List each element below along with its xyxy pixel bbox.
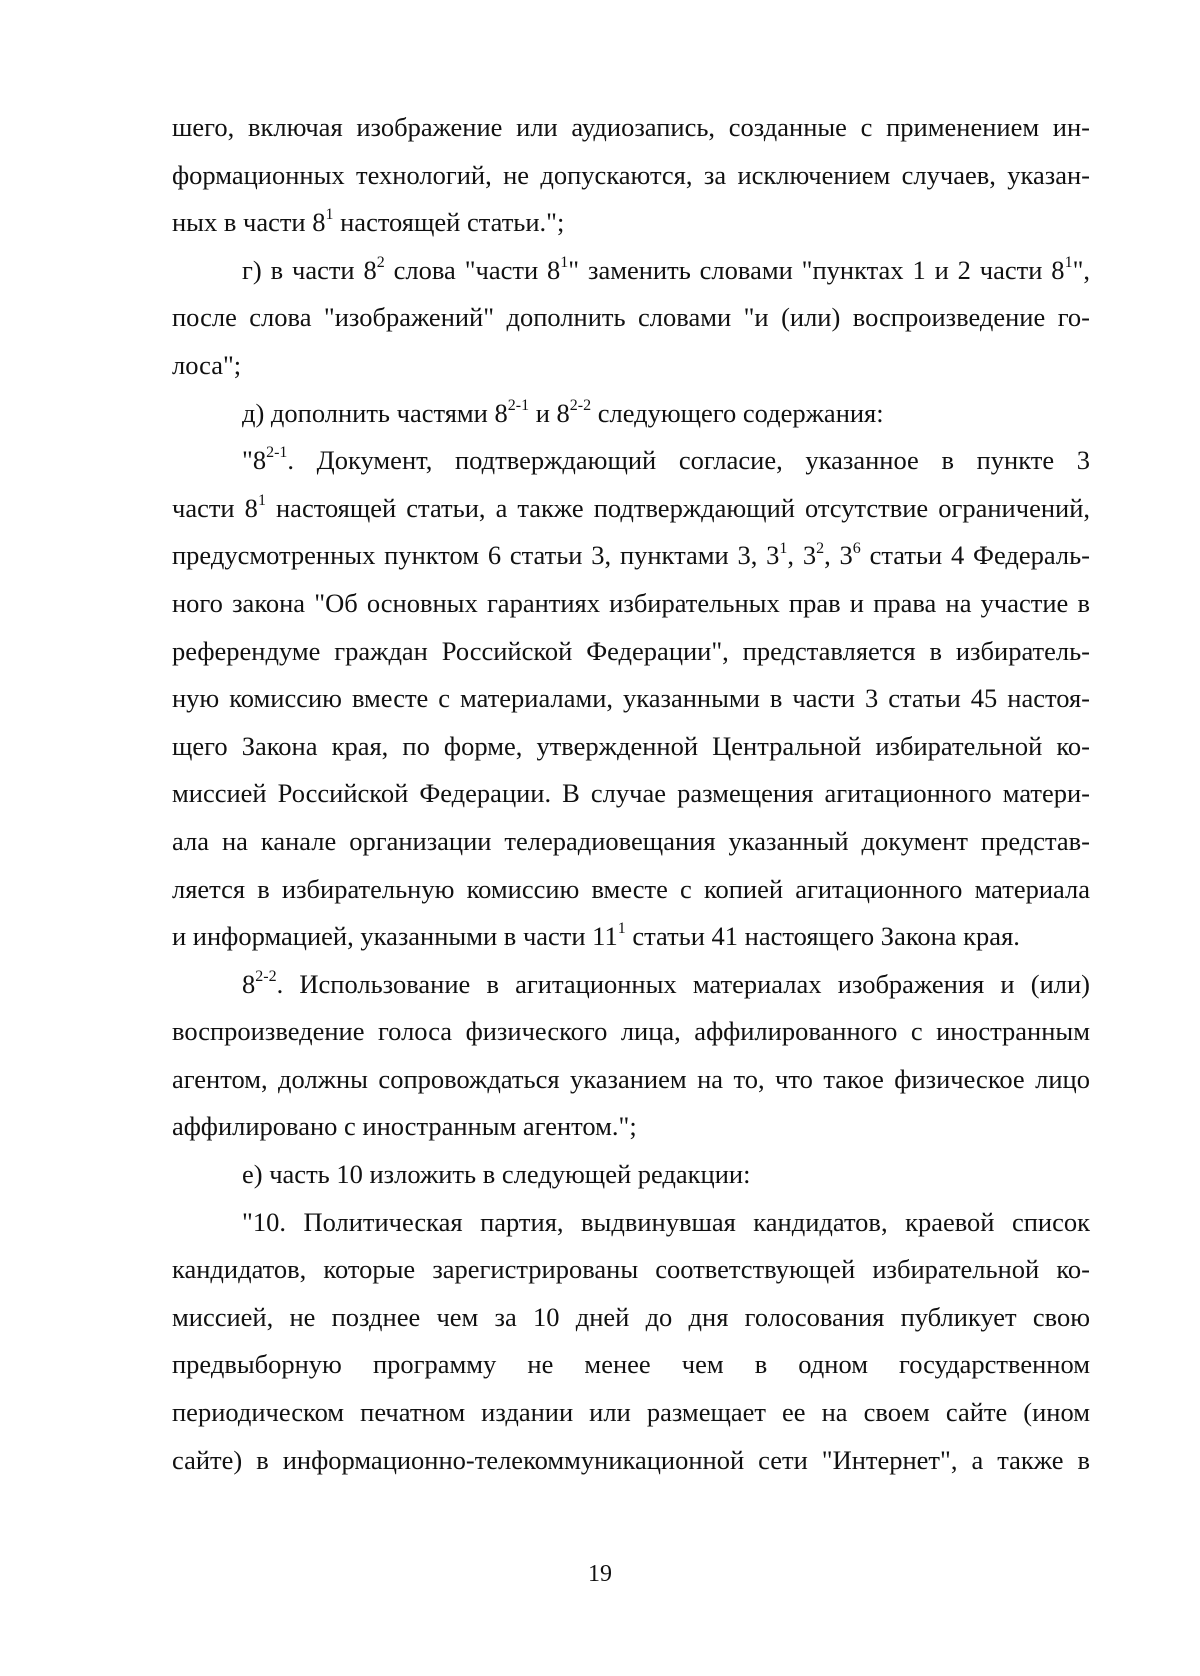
text-line: и информацией, указанными в части $11^1$ статьи 41 настоящего Закона края. — [172, 920, 1020, 952]
superscript: 1 — [779, 539, 788, 557]
page-number: 19 — [588, 1561, 612, 1587]
text-line: ляется в избирательную комиссию вместе с копией агитационного материала — [172, 873, 1090, 904]
text-line: аффилировано с иностранным агентом."; — [172, 1111, 637, 1142]
text-line: кандидатов, которые зарегистрированы соответствующей избирательной ко- — [172, 1254, 1090, 1285]
text-line: д) дополнить частями 8$^{2-1}$ и 8$^{2-2}$ следующего содержания: — [242, 396, 884, 428]
text-line: г) в части $8^2$ слова "части $8^1$" заменить словами "пунктах 1 и 2 части $8^1$", — [242, 253, 1091, 285]
text-line: ную комиссию вместе с материалами, указанными в части 3 статьи 45 настоя- — [172, 683, 1090, 714]
superscript: 1 — [560, 253, 569, 271]
text-line: миссией, не позднее чем за 10 дней до дня голосования публикует свою — [172, 1301, 1090, 1332]
superscript: 2-1 — [266, 444, 288, 462]
superscript: 2-1 — [507, 396, 530, 414]
text-line: лоса"; — [172, 349, 242, 380]
text-line: агентом, должны сопровождаться указанием на то, что такое физическое лицо — [172, 1063, 1090, 1094]
superscript: 2-2 — [255, 967, 277, 985]
document-body — [172, 104, 1090, 1484]
text-line: 8$^{2-2}$. Использование в агитационных материалах изображения и (или) — [242, 967, 1090, 999]
superscript: 2-2 — [569, 396, 592, 414]
text-line: щего Закона края, по форме, утвержденной Центральной избирательной ко- — [172, 730, 1090, 761]
superscript: 1 — [257, 491, 266, 509]
text-line: периодическом печатном издании или размещает ее на своем сайте (ином — [172, 1397, 1090, 1428]
text-line: референдуме граждан Российской Федерации", представляется в избиратель- — [172, 635, 1090, 666]
text-line: предвыборную программу не менее чем в одном государственном — [172, 1349, 1090, 1380]
text-line: части $8^1$ настоящей статьи, а также подтверждающий отсутствие ограничений, — [172, 491, 1090, 523]
text-line: сайте) в информационно-телекоммуникационной сети "Интернет", а также в — [172, 1444, 1090, 1475]
text-line: е) часть 10 изложить в следующей редакции: — [242, 1159, 751, 1190]
text-line: ала на канале организации телерадиовещания указанный документ представ- — [172, 825, 1090, 856]
superscript: 1 — [325, 206, 334, 224]
superscript: 2 — [816, 539, 825, 557]
text-line: предусмотренных пунктом 6 статьи 3, пунктами 3, $3^1$, $3^2$, $3^6$ статьи 4 Федераль- — [172, 539, 1091, 571]
text-line: ных в части $8^1$ настоящей статьи."; — [172, 206, 565, 238]
superscript: 1 — [617, 920, 626, 938]
text-line: после слова "изображений" дополнить словами "и (или) воспроизведение го- — [172, 302, 1090, 333]
text-line: формационных технологий, не допускаются, за исключением случаев, указан- — [172, 159, 1090, 190]
superscript: 2 — [376, 253, 385, 271]
text-line: "8$^{2-1}$. Документ, подтверждающий согласие, указанное в пункте 3 — [242, 444, 1090, 476]
text-line: ного закона "Об основных гарантиях избирательных прав и права на участие в — [172, 587, 1090, 618]
superscript: 1 — [1064, 253, 1073, 271]
text-line: воспроизведение голоса физического лица, аффилированного с иностранным — [172, 1016, 1090, 1047]
text-line: миссией Российской Федерации. В случае размещения агитационного матери- — [172, 778, 1090, 809]
text-line: "10. Политическая партия, выдвинувшая кандидатов, краевой список — [242, 1206, 1090, 1237]
superscript: 6 — [852, 539, 861, 557]
text-line: шего, включая изображение или аудиозапись, созданные с применением ин- — [172, 112, 1090, 142]
